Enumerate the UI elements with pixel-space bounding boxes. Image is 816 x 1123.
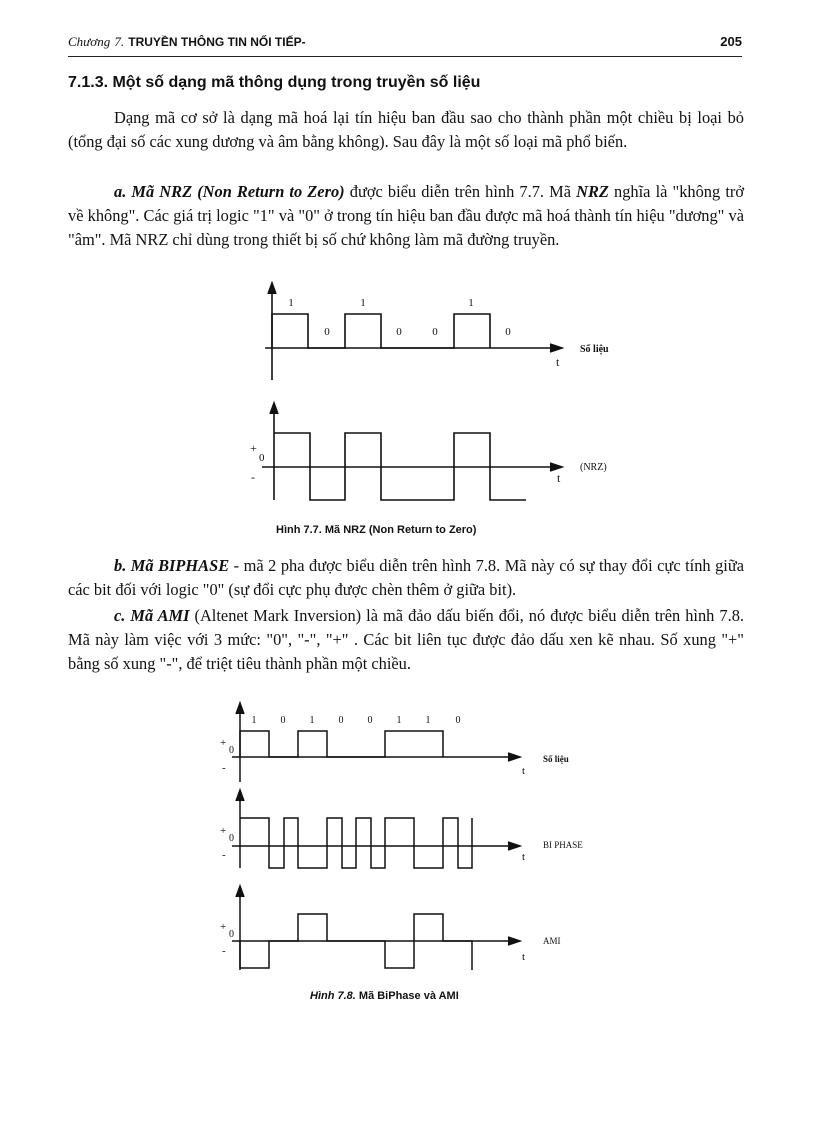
bit-label: 0: [455, 715, 461, 726]
minus-level: -: [222, 849, 226, 861]
bit-label: 0: [396, 326, 402, 338]
chapter-heading: Chương 7. TRUYỀN THÔNG TIN NỐI TIẾP-: [68, 34, 306, 49]
bit-label: 1: [425, 715, 431, 726]
bit-label: 1: [468, 297, 474, 309]
bit-label: 0: [280, 715, 286, 726]
paragraph-ami: c. Mã AMI (Altenet Mark Inversion) là mã đảo dấu biến đổi, nó được biểu diễn trên hình 7.8. Mã này làm việc với 3 mức: "0", "-", "+" . Các bit liên tục được đảo dấu xen kẽ nhau. Số xung "+" bằng số xung "-", để triệt tiêu thành phần một chiều.: [68, 606, 744, 673]
axis-arrow: [508, 842, 520, 850]
zero-level: 0: [229, 745, 234, 756]
bit-label: 1: [251, 715, 257, 726]
time-label: t: [556, 355, 560, 369]
ami-waveform: [240, 914, 472, 970]
series-label: Số liệu: [580, 344, 609, 355]
axis-arrow: [236, 703, 244, 714]
time-label: t: [522, 951, 526, 963]
page-number: 205: [720, 34, 742, 49]
series-label: BI PHASE: [543, 840, 583, 850]
plus-level: +: [220, 737, 227, 749]
plus-level: +: [220, 921, 227, 933]
biphase-waveform: [240, 818, 472, 868]
data-waveform-7-8: [240, 731, 443, 757]
plus-level: +: [220, 825, 227, 837]
zero-level: 0: [259, 452, 265, 464]
bit-label: 1: [396, 715, 402, 726]
bit-label: 0: [432, 326, 438, 338]
time-label: t: [522, 765, 526, 777]
axis-arrow: [236, 886, 244, 897]
bit-label: 0: [367, 715, 373, 726]
section-title: 7.1.3. Một số dạng mã thông dụng trong truyền số liệu: [68, 74, 481, 91]
minus-level: -: [222, 762, 226, 774]
series-label: (NRZ): [580, 462, 607, 473]
axis-arrow: [508, 937, 520, 945]
axis-arrow: [508, 753, 520, 761]
bit-label: 1: [309, 715, 315, 726]
figure-7-7-caption: Hình 7.7. Mã NRZ (Non Return to Zero): [276, 524, 477, 536]
paragraph-nrz: a. Mã NRZ (Non Return to Zero) được biểu diễn trên hình 7.7. Mã NRZ nghĩa là "không trở về không". Các giá trị logic "1" và "0" ở trong tín hiệu ban đầu được mã hoá thành tín hiệu "dương" và "âm". Mã NRZ chỉ dùng trong thiết bị số chứ không làm mã đường truyền.: [68, 182, 744, 249]
bit-label: 1: [288, 297, 294, 309]
zero-level: 0: [229, 929, 234, 940]
axis-arrow: [236, 790, 244, 801]
minus-level: -: [222, 945, 226, 957]
series-label: AMI: [543, 936, 561, 946]
bit-label: 0: [505, 326, 511, 338]
paragraph-biphase: b. Mã BIPHASE - mã 2 pha được biểu diễn trên hình 7.8. Mã này có sự thay đổi cực tính giữa các bit đối với logic "0" (sự đổi cực phụ được chèn thêm ở giữa bit).: [68, 556, 745, 599]
plus-level: +: [250, 441, 257, 455]
time-label: t: [557, 471, 561, 485]
bit-label: 0: [338, 715, 344, 726]
minus-level: -: [251, 470, 255, 484]
zero-level: 0: [229, 833, 234, 844]
figure-7-8-caption: Hình 7.8. Mã BiPhase và AMI: [310, 990, 459, 1002]
series-label: Số liệu: [543, 754, 569, 764]
time-label: t: [522, 851, 526, 863]
paragraph-intro: Dạng mã cơ sở là dạng mã hoá lại tín hiệu ban đầu sao cho thành phần một chiều bị loại bỏ (tổng đại số các xung dương và âm bằng không). Sau đây là một số loại mã phổ biến.: [68, 108, 744, 151]
bit-label: 1: [360, 297, 366, 309]
bit-label: 0: [324, 326, 330, 338]
